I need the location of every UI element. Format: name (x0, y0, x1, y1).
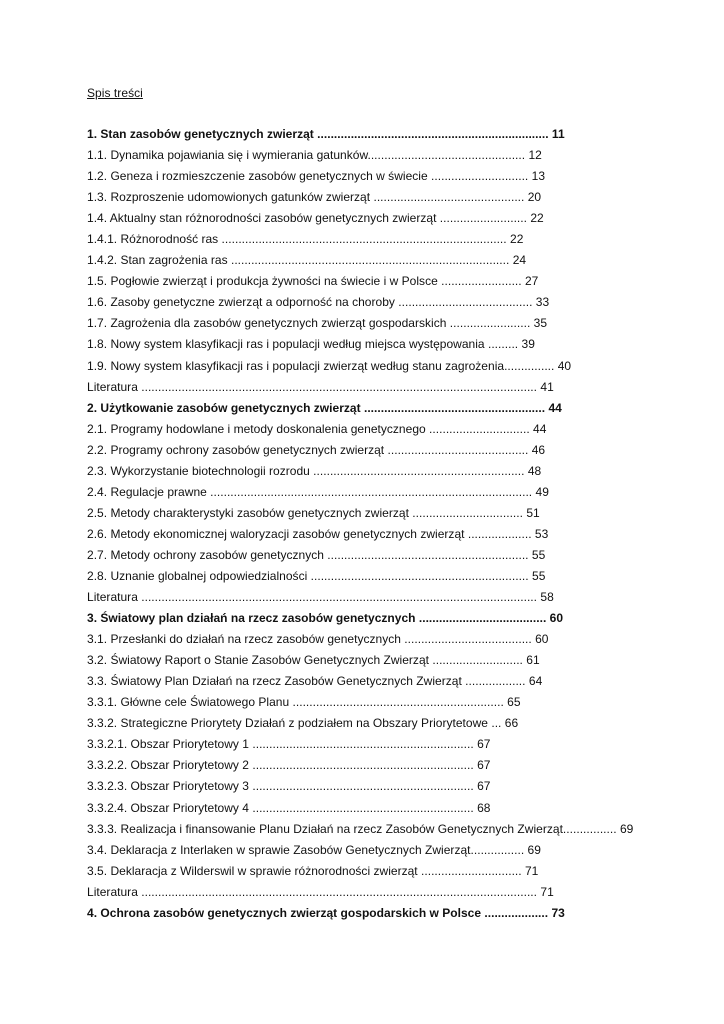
toc-entry: 1.4.2. Stan zagrożenia ras ................................................................................... 24 (87, 253, 527, 268)
toc-entry: 1.2. Geneza i rozmieszczenie zasobów genetycznych w świecie ............................. 13 (87, 169, 546, 184)
toc-entry-literature: Literatura ...................................................................................................................... 41 (87, 379, 554, 394)
toc-entry: 1.9. Nowy system klasyfikacji ras i populacji zwierząt według stanu zagrożenia............... 40 (87, 358, 572, 373)
toc-entry: 2.4. Regulacje prawne ................................................................................................ 49 (87, 484, 549, 499)
toc-entry: 2.6. Metody ekonomicznej waloryzacji zasobów genetycznych zwierząt ................... 53 (87, 526, 549, 541)
toc-entry: 1.6. Zasoby genetyczne zwierząt a odporność na choroby ........................................ 33 (87, 295, 550, 310)
toc-entry: 3.3.2.3. Obszar Priorytetowy 3 .................................................................. 67 (87, 779, 491, 794)
toc-entry: 1.4. Aktualny stan różnorodności zasobów genetycznych zwierząt .......................... 22 (87, 211, 544, 226)
table-of-contents (87, 124, 707, 924)
toc-entry: 3.3.2.2. Obszar Priorytetowy 2 .................................................................. 67 (87, 758, 491, 773)
toc-entry-literature: Literatura ...................................................................................................................... 58 (87, 590, 554, 605)
toc-entry: 3.5. Deklaracja z Wilderswil w sprawie różnorodności zwierząt .............................. 71 (87, 863, 539, 878)
toc-entry: 2.8. Uznanie globalnej odpowiedzialności ................................................................. 55 (87, 568, 546, 583)
toc-entry: 1.7. Zagrożenia dla zasobów genetycznych zwierząt gospodarskich ........................ 35 (87, 316, 548, 331)
toc-entry: 1.3. Rozproszenie udomowionych gatunków zwierząt ............................................. 20 (87, 190, 542, 205)
toc-entry: 3.3.1. Główne cele Światowego Planu ............................................................... 65 (87, 695, 521, 710)
toc-entry: 2.3. Wykorzystanie biotechnologii rozrodu ............................................................... 48 (87, 463, 542, 478)
toc-entry: 3.3.2. Strategiczne Priorytety Działań z podziałem na Obszary Priorytetowe ... 66 (87, 716, 519, 731)
toc-entry-literature: Literatura ...................................................................................................................... 71 (87, 884, 554, 899)
toc-entry: 1.5. Pogłowie zwierząt i produkcja żywności na świecie i w Polsce ........................ 27 (87, 274, 539, 289)
toc-entry: 3.3. Światowy Plan Działań na rzecz Zasobów Genetycznych Zwierząt .................. 64 (87, 674, 543, 689)
toc-entry: 2.2. Programy ochrony zasobów genetycznych zwierząt .......................................... 46 (87, 442, 546, 457)
toc-entry: 2.7. Metody ochrony zasobów genetycznych ............................................................ 55 (87, 547, 546, 562)
toc-entry: 2.5. Metody charakterystyki zasobów genetycznych zwierząt ................................. 51 (87, 505, 540, 520)
toc-entry-chapter: 4. Ochrona zasobów genetycznych zwierząt gospodarskich w Polsce ................... 73 (87, 905, 565, 920)
toc-entry: 1.1. Dynamika pojawiania się i wymierania gatunków............................................... 12 (87, 148, 542, 163)
toc-entry: 3.3.2.1. Obszar Priorytetowy 1 .................................................................. 67 (87, 737, 491, 752)
toc-entry-chapter: 1. Stan zasobów genetycznych zwierząt ..................................................................... 11 (87, 127, 565, 141)
toc-entry-chapter: 3. Światowy plan działań na rzecz zasobów genetycznych ...................................... 60 (87, 611, 564, 626)
toc-heading: Spis treści (87, 86, 143, 100)
toc-entry: 1.8. Nowy system klasyfikacji ras i populacji według miejsca występowania ......... 39 (87, 337, 535, 352)
toc-entry: 3.3.3. Realizacja i finansowanie Planu Działań na rzecz Zasobów Genetycznych Zwierząt................ 69 (87, 821, 634, 836)
toc-entry: 3.1. Przesłanki do działań na rzecz zasobów genetycznych ...................................... 60 (87, 632, 549, 647)
toc-entry: 3.4. Deklaracja z Interlaken w sprawie Zasobów Genetycznych Zwierząt................ 69 (87, 842, 541, 857)
toc-entry: 3.3.2.4. Obszar Priorytetowy 4 .................................................................. 68 (87, 800, 491, 815)
toc-entry: 2.1. Programy hodowlane i metody doskonalenia genetycznego .............................. 44 (87, 421, 547, 436)
toc-entry: 1.4.1. Różnorodność ras ..................................................................................... 22 (87, 232, 524, 247)
toc-entry: 3.2. Światowy Raport o Stanie Zasobów Genetycznych Zwierząt ........................... 61 (87, 653, 540, 668)
toc-entry-chapter: 2. Użytkowanie zasobów genetycznych zwierząt ...................................................... 44 (87, 400, 562, 415)
